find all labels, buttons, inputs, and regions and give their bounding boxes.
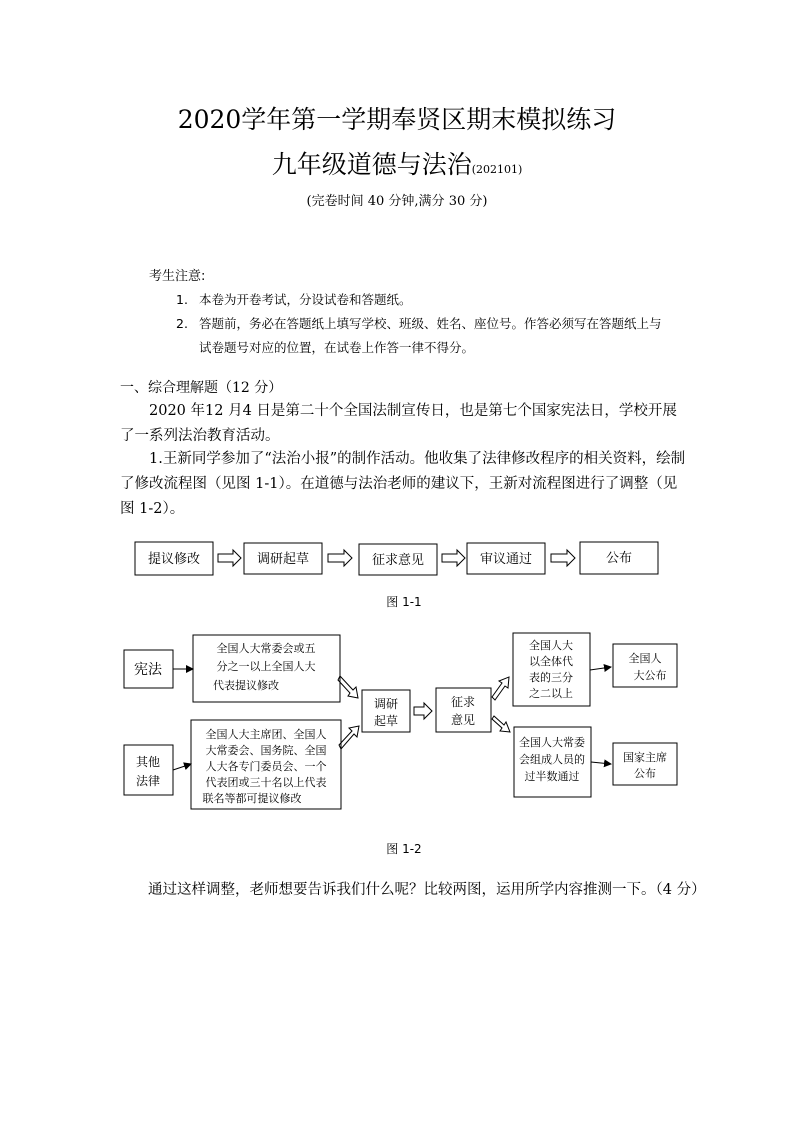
other-law-label: 其他 [135,755,161,769]
publish-line: 大公布 [633,669,667,682]
connector-arrow [590,667,611,670]
figure-1-2-caption: 图 1-2 [386,842,422,856]
research-label: 起草 [373,714,399,728]
pass-line: 会组成人员的 [519,753,585,766]
constitution-label: 宪法 [134,662,162,678]
publish-line: 公布 [634,767,656,780]
proposer-line: 大常委会、国务院、全国 [205,744,327,757]
opinion-label: 意见 [450,713,476,727]
pass-line: 过半数通过 [524,770,580,783]
proposer-line: 全国人大常委会或五 [216,642,316,655]
connector-arrow [173,764,191,770]
question-prompt: 通过这样调整，老师想要告诉我们什么呢？比较两图，运用所学内容推测一下。（4 分） [148,882,706,898]
subject-name: 九年级道德与法治 [271,150,472,179]
proposer-line: 分之一以上全国人大 [216,660,316,673]
step-label: 审议通过 [479,552,533,567]
publish-line: 全国人 [628,652,662,665]
notice-number: 1. [176,292,188,307]
other-law-label: 法律 [135,774,161,788]
notice-text-continued: 试卷题号对应的位置，在试卷上作答一律不得分。 [199,340,475,355]
step-label: 征求意见 [371,553,425,568]
publish-line: 国家主席 [623,751,667,764]
exam-title: 2020学年第一学期奉贤区期末模拟练习 [177,105,617,134]
section-heading: 一、综合理解题（12 分） [120,380,283,396]
notice-heading: 考生注意: [149,269,206,284]
notice-text: 答题前，务必在答题纸上填写学校、班级、姓名、座位号。作答必须写在答题纸上与 [199,316,662,331]
flow-arrow [492,677,509,700]
flow-arrow [492,716,510,732]
proposer-line: 全国人大主席团、全国人 [205,728,327,741]
proposer-line: 联名等都可提议修改 [202,792,302,805]
connector-arrow [591,762,611,764]
figure-1-1-caption: 图 1-1 [386,595,422,609]
pass-line: 全国人大 [529,639,573,652]
proposer-line: 人大各专门委员会、一个 [205,760,327,773]
pass-line: 以全体代 [529,655,573,668]
flow-arrow [551,550,575,566]
flow-arrow [218,550,241,566]
pass-line: 之二以上 [529,687,573,700]
flow-arrow [338,676,358,698]
flow-arrow [414,703,432,719]
intro-paragraph: 2020 年12 月4 日是第二十个全国法制宣传日，也是第七个国家宪法日，学校开展了一系列法治教育活动。 [120,403,677,444]
pass-line: 表的三分 [529,671,573,684]
proposer-line: 代表团或三十名以上代表 [205,776,327,789]
opinion-label: 征求 [450,695,476,709]
flow-arrow [328,550,352,566]
step-label: 提议修改 [147,552,201,567]
step-label: 调研起草 [256,552,310,567]
proposer-line: 代表提议修改 [213,679,279,692]
flow-arrow [442,550,465,566]
step-label: 公布 [605,551,633,566]
exam-duration: (完卷时间 40 分钟,满分 30 分) [306,194,488,209]
flow-arrow [339,726,359,749]
pass-line: 全国人大常委 [519,736,585,749]
notice-text: 本卷为开卷考试，分设试卷和答题纸。 [199,292,412,307]
research-label: 调研 [373,697,399,711]
question-1-text: 1.王新同学参加了“法治小报”的制作活动。他收集了法律修改程序的相关资料，绘制了修改流程图（见图 1-1）。在道德与法治老师的建议下，王新对流程图进行了调整（见图 1-2）。 [120,451,686,517]
notice-number: 2. [176,316,188,331]
exam-code: (202101) [471,163,523,176]
